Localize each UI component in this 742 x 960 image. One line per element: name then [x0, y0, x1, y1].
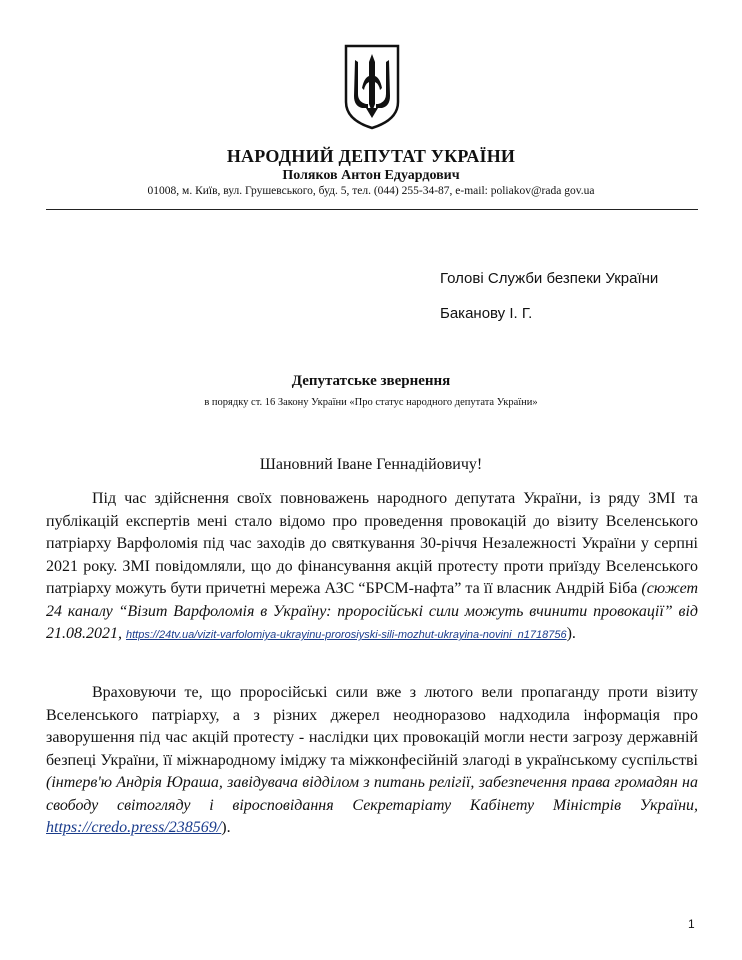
addressee-position: Голові Служби безпеки України: [440, 270, 659, 287]
paragraph-1-text: Під час здійснення своїх повноважень народного депутата України, із ряду ЗМІ та публікацій експертів мені стало відомо про проведення провокацій до візиту Вселенського патріарху Варфоломія під час заходів до святкування 30-річчя Незалежності України у серпні 2021 року. ЗМІ повідомляли, що до фінансування акцій протесту проти приїзду Вселенського патріарху можуть бути причетні мережа АЗС “БРСМ-нафта” та її власник Андрій Біба: [46, 490, 698, 597]
page-number: 1: [688, 917, 695, 931]
header-divider: [46, 209, 698, 210]
addressee-name: Баканову І. Г.: [440, 305, 533, 322]
document-title: Депутатське звернення: [291, 373, 451, 389]
deputy-name: Поляков Антон Едуардович: [282, 168, 460, 183]
deputy-title: НАРОДНИЙ ДЕПУТАТ УКРАЇНИ: [226, 146, 516, 166]
paragraph-2: [46, 682, 698, 840]
paragraph-2-closing: ).: [221, 819, 231, 836]
coat-of-arms-icon: [342, 42, 402, 130]
document-subtitle: в порядку ст. 16 Закону України «Про статус народного депутата України»: [204, 397, 538, 408]
paragraph-2-text: Враховуючи те, що проросійські сили вже з лютого вели пропаганду проти візиту Вселенського патріарху, а з різних джерел неодноразово надходила інформація про заворушення під час акцій протесту - наслідки цих провокацій могли нести загрозу державній безпеці України, її міжнародному іміджу та міжконфесійній злагоді в українському суспільстві: [46, 684, 698, 769]
contact-line: 01008, м. Київ, вул. Грушевського, буд. 5, тел. (044) 255-34-87, e-mail: poliakov@rada gov.ua: [147, 185, 595, 197]
paragraph-2-reference: (інтерв'ю Андрія Юраша, завідувача відділом з питань релігії, забезпечення права громадян на свободу світогляду і віросповідання Секретаріату Кабінету Міністрів України,: [46, 774, 698, 814]
paragraph-1-link[interactable]: https://24tv.ua/vizit-varfolomiya-ukrayinu-prorosiyski-sili-mozhut-ukrayina-novini_n1718756: [126, 629, 567, 641]
paragraph-1-reference: (сюжет 24 каналу “Візит Варфоломія в Україну: проросійські сили можуть вчинити провокації” від 21.08.2021,: [46, 580, 699, 642]
greeting: Шановний Іване Геннадійовичу!: [259, 456, 483, 473]
paragraph-2-link[interactable]: https://credo.press/238569/: [46, 819, 222, 836]
paragraph-1-closing: ).: [566, 625, 576, 642]
paragraph-1: [46, 488, 698, 647]
